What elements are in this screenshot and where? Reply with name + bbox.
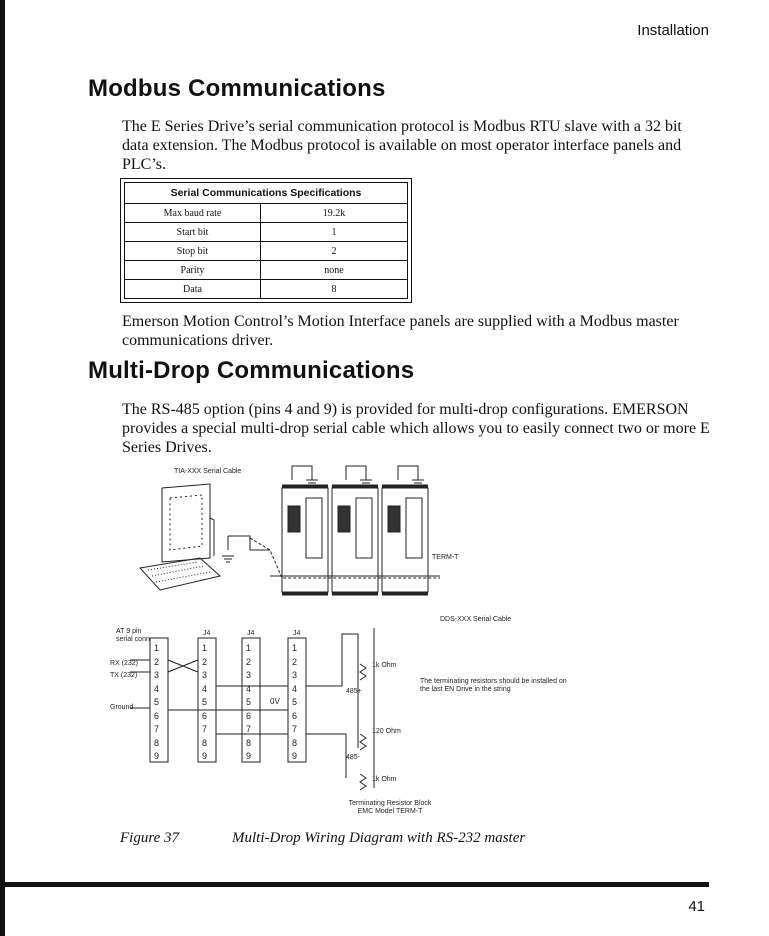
dds-cable-label: DDS-XXX Serial Cable (440, 616, 512, 623)
spec-value: 1 (261, 223, 408, 242)
resistor-block-label: Terminating Resistor Block EMC Model TERM-T (348, 800, 432, 815)
j4-label: J4 (293, 630, 301, 637)
spec-label: Start bit (125, 223, 261, 242)
section-title-modbus: Modbus Communications (88, 75, 386, 102)
pin-column: 1 2 3 4 5 6 7 8 9 (292, 643, 298, 761)
wiring-diagram (110, 458, 710, 823)
pin-column: 1 2 3 4 5 6 7 8 9 (202, 643, 208, 761)
pin-485-minus: 485- (346, 754, 361, 761)
pin-485-plus: 485+ (346, 688, 362, 695)
spec-table-title: Serial Communications Specifications (125, 183, 408, 204)
spec-value: 19.2k (261, 204, 408, 223)
page-number: 41 (688, 898, 705, 915)
spec-label: Max baud rate (125, 204, 261, 223)
cable-label: TIA-XXX Serial Cable (174, 468, 242, 475)
modbus-driver-paragraph: Emerson Motion Control’s Motion Interface panels are supplied with a Modbus master communications driver. (122, 313, 679, 349)
table-row (125, 280, 408, 299)
running-header: Installation (637, 22, 709, 39)
terminating-note: The terminating resistors should be installed on the last EN Drive in the string (420, 678, 567, 693)
term-label: TERM-T (432, 554, 459, 561)
table-row (125, 223, 408, 242)
drive-ground-taps (292, 466, 424, 483)
wiring-schematic (130, 628, 374, 790)
page-edge-bar (0, 0, 5, 936)
tx-label: TX (232) (110, 672, 138, 679)
table-row (125, 242, 408, 261)
j4-label: J4 (247, 630, 255, 637)
ground-symbol (222, 536, 270, 562)
table-row (125, 261, 408, 280)
computer-illustration (140, 484, 220, 590)
spec-value: none (261, 261, 408, 280)
j4-label: J4 (203, 630, 211, 637)
wiring-diagram-graphic (110, 458, 710, 823)
table-row (125, 204, 408, 223)
modbus-intro-paragraph: The E Series Drive’s serial communication protocol is Modbus RTU slave with a 32 bit data extension. The Modbus protocol is available on most operator interface panels and PLC’s. (122, 118, 682, 173)
ov-label: 0V (270, 697, 280, 706)
figure-label: Figure 37 (120, 830, 180, 846)
spec-value: 2 (261, 242, 408, 261)
at-connector-label: AT 9 pin serial conn (116, 628, 150, 643)
resistor-value-120: 120 Ohm (372, 728, 401, 735)
pin-column: 1 2 3 4 5 6 7 8 9 (246, 643, 252, 761)
section-title-multidrop: Multi-Drop Communications (88, 357, 415, 384)
ground-label: Ground (110, 704, 134, 711)
pin-column: 1 2 3 4 5 6 7 8 9 (154, 643, 160, 761)
rx-label: RX (232) (110, 660, 139, 667)
spec-value: 8 (261, 280, 408, 299)
spec-label: Data (125, 280, 261, 299)
spec-label: Parity (125, 261, 261, 280)
resistor-value-1k: 1k Ohm (372, 776, 397, 783)
multidrop-paragraph: The RS-485 option (pins 4 and 9) is provided for multi-drop configurations. EMERSON provides a special multi-drop serial cable which allows you to easily connect two or more E Series Drives. (122, 401, 710, 456)
footer-rule (5, 882, 709, 887)
serial-spec-table (120, 178, 412, 303)
figure-caption: Multi-Drop Wiring Diagram with RS-232 master (232, 830, 526, 846)
spec-label: Stop bit (125, 242, 261, 261)
resistor-value-1k: 1k Ohm (372, 662, 397, 669)
